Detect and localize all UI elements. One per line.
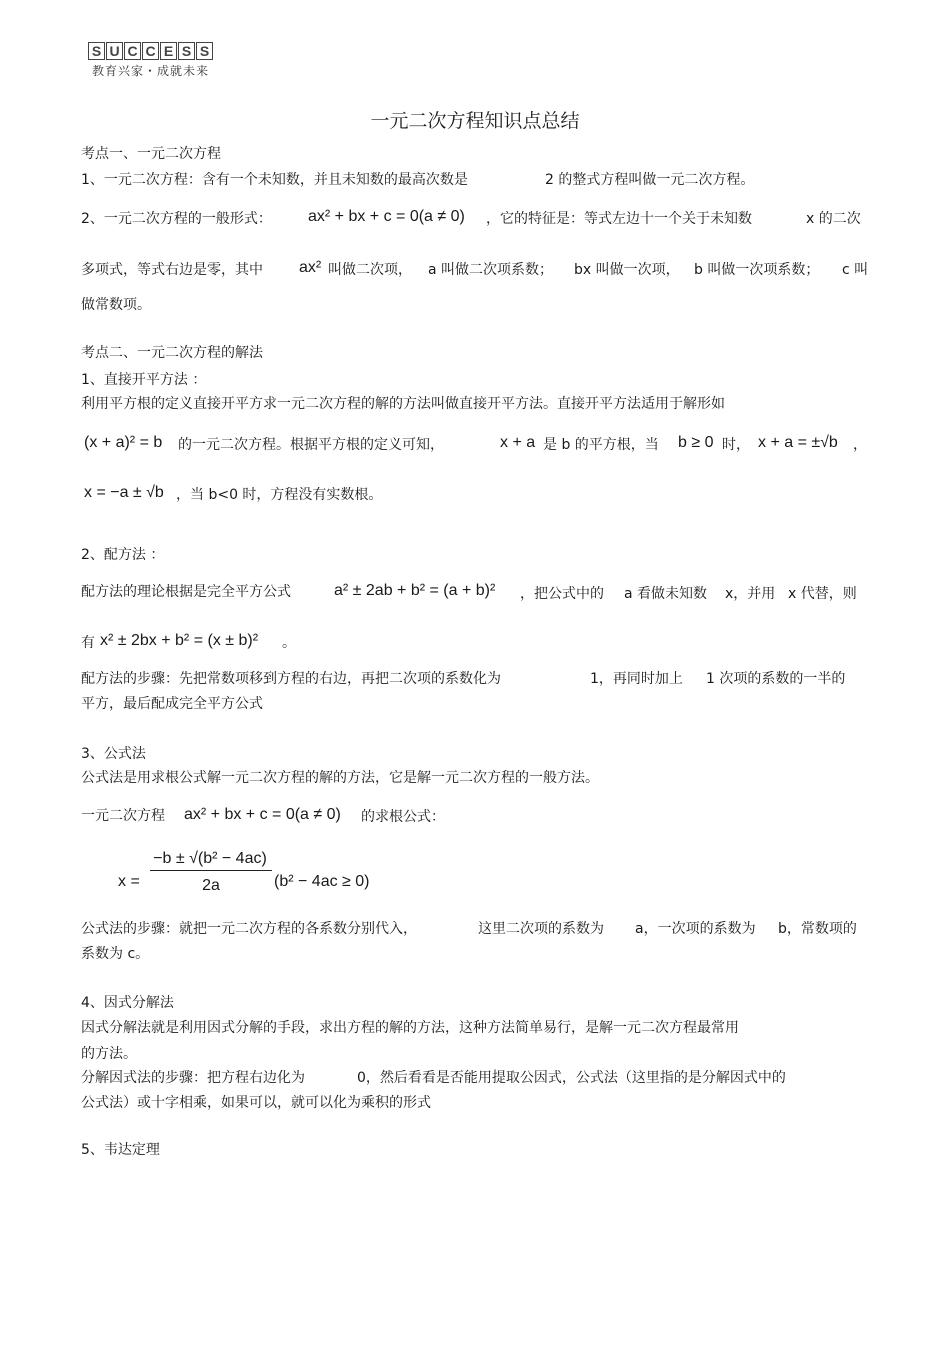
method-heading: 5、韦达定理	[81, 1142, 160, 1158]
method-text: 一元二次方程	[81, 808, 165, 824]
method-text: x，并用	[725, 586, 776, 602]
page-title: 一元二次方程知识点总结	[370, 110, 580, 132]
terms-text: bx 叫做一次项，	[574, 262, 680, 278]
logo-letter: S	[88, 42, 105, 60]
method-heading: 4、因式分解法	[81, 995, 174, 1011]
method-text: 系数为 c。	[81, 946, 150, 962]
logo-letter: E	[160, 42, 177, 60]
method-text: 公式法）或十字相乘，如果可以，就可以化为乘积的形式	[81, 1095, 431, 1111]
equation: x = −a ± √b	[84, 484, 164, 501]
method-text: 。	[282, 635, 296, 651]
logo-letter: C	[124, 42, 141, 60]
method-text: 公式法的步骤：就把一元二次方程的各系数分别代入，	[81, 921, 417, 937]
method-text: 1 次项的系数的一半的	[706, 671, 846, 687]
terms-text: 叫做二次项，	[328, 262, 412, 278]
logo-letter: C	[142, 42, 159, 60]
root-formula-denominator: 2a	[202, 877, 220, 894]
method-heading: 2、配方法 ：	[81, 547, 165, 563]
method-text: ，当 b<0 时，方程没有实数根。	[176, 487, 383, 503]
method-text: x 代替，则	[788, 586, 857, 602]
method-text: 配方法的理论根据是完全平方公式	[81, 584, 291, 600]
definition-text: 2 的整式方程叫做一元二次方程。	[545, 172, 755, 188]
terms-text: 做常数项。	[81, 297, 151, 313]
method-text: 配方法的步骤：先把常数项移到方程的右边，再把二次项的系数化为	[81, 671, 501, 687]
section-heading: 考点一、一元二次方程	[81, 146, 221, 162]
method-text: 的一元二次方程。根据平方根的定义可知，	[178, 437, 444, 453]
terms-text: c 叫	[842, 262, 869, 278]
logo-letter: S	[178, 42, 195, 60]
method-text: a，一次项的系数为	[635, 921, 756, 937]
method-text: 1，再同时加上	[590, 671, 683, 687]
method-text: b，常数项的	[778, 921, 857, 937]
general-form-equation: ax² + bx + c = 0(a ≠ 0)	[308, 208, 465, 225]
general-form-label: 2、一元二次方程的一般形式：	[81, 211, 272, 227]
method-text: ，把公式中的	[520, 586, 604, 602]
logo-letter: S	[196, 42, 213, 60]
equation: (x + a)² = b	[84, 434, 163, 451]
equation: x² ± 2bx + b² = (x ± b)²	[100, 632, 259, 649]
method-text: 的方法。	[81, 1046, 137, 1062]
method-text: 时，	[722, 437, 750, 453]
equation: x + a	[500, 434, 536, 451]
root-formula-fraction	[150, 850, 272, 895]
logo-letters	[88, 42, 234, 60]
method-text: 0，然后看看是否能用提取公因式，公式法（这里指的是分解因式中的	[357, 1070, 786, 1086]
root-formula-lhs: x =	[118, 873, 140, 890]
success-logo	[88, 42, 234, 79]
method-text: 平方，最后配成完全平方公式	[81, 696, 263, 712]
method-text: 因式分解法就是利用因式分解的手段，求出方程的解的方法，这种方法简单易行，是解一元二次方程最常用	[81, 1020, 739, 1036]
equation: ax² + bx + c = 0(a ≠ 0)	[184, 806, 341, 823]
feature-text: x 的二次	[806, 211, 861, 227]
logo-slogan: 教育兴家・成就未来	[92, 64, 210, 78]
root-formula-condition: (b² − 4ac ≥ 0)	[274, 873, 370, 890]
terms-text: b 叫做一次项系数；	[694, 262, 820, 278]
equation: x + a = ±√b	[758, 434, 838, 451]
equation: b ≥ 0	[678, 434, 714, 451]
method-heading: 1、直接开平方法 ：	[81, 372, 207, 388]
terms-text: 多项式，等式右边是零，其中	[81, 262, 263, 278]
method-text: 公式法是用求根公式解一元二次方程的解的方法，它是解一元二次方程的一般方法。	[81, 770, 599, 786]
section-heading: 考点二、一元二次方程的解法	[81, 345, 263, 361]
logo-letter: U	[106, 42, 123, 60]
definition-text: 1、一元二次方程：含有一个未知数，并且未知数的最高次数是	[81, 172, 468, 188]
method-text: 是 b 的平方根，当	[543, 437, 659, 453]
method-text: 有	[81, 635, 95, 651]
method-text: 利用平方根的定义直接开平方求一元二次方程的解的方法叫做直接开平方法。直接开平方法适用于解形如	[81, 396, 725, 412]
method-text: 分解因式法的步骤：把方程右边化为	[81, 1070, 305, 1086]
terms-text: a 叫做二次项系数；	[428, 262, 554, 278]
quadratic-term: ax²	[299, 259, 322, 276]
root-formula-numerator: −b ± √(b² − 4ac)	[150, 850, 272, 871]
method-text: 的求根公式：	[361, 809, 445, 825]
feature-text: ，它的特征是：等式左边十一个关于未知数	[486, 211, 752, 227]
method-heading: 3、公式法	[81, 746, 146, 762]
method-text: a 看做未知数	[624, 586, 708, 602]
method-text: ，	[853, 437, 867, 453]
equation: a² ± 2ab + b² = (a + b)²	[334, 582, 496, 599]
method-text: 这里二次项的系数为	[478, 921, 604, 937]
